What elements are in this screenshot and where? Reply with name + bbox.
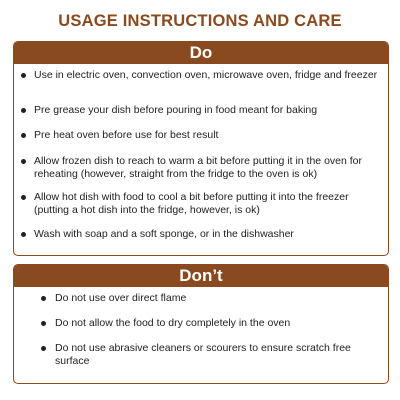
bullet-icon <box>21 195 26 200</box>
do-card <box>13 41 389 256</box>
do-item-text: Allow frozen dish to reach to warm a bit before putting it in the oven for reheating (however, straight from the fridge to the oven is ok) <box>34 155 363 180</box>
do-item-text: Pre heat oven before use for best result <box>34 129 219 141</box>
bullet-icon <box>21 232 26 237</box>
dont-item-text: Do not use over direct flame <box>55 292 187 304</box>
bullet-icon <box>21 133 26 138</box>
do-item-text: Use in electric oven, convection oven, microwave oven, fridge and freezer <box>34 69 378 81</box>
page-title: USAGE INSTRUCTIONS AND CARE <box>58 12 342 30</box>
bullet-icon <box>21 108 26 113</box>
do-item-text: Allow hot dish with food to cool a bit before putting it into the freezer (putting a hot dish into the fridge, however, is ok) <box>34 191 349 216</box>
do-item-text: Pre grease your dish before pouring in food meant for baking <box>34 104 318 116</box>
bullet-icon <box>41 321 46 326</box>
bullet-icon <box>41 346 46 351</box>
dont-item-text: Do not allow the food to dry completely in the oven <box>55 317 291 329</box>
dont-item-text: Do not use abrasive cleaners or scourers to ensure scratch free surface <box>55 342 351 367</box>
dont-heading: Don’t <box>14 265 388 287</box>
dont-card <box>13 264 389 384</box>
bullet-icon <box>21 159 26 164</box>
do-item-text: Wash with soap and a soft sponge, or in the dishwasher <box>34 228 294 240</box>
do-heading: Do <box>14 42 388 64</box>
bullet-icon <box>21 73 26 78</box>
bullet-icon <box>41 296 46 301</box>
